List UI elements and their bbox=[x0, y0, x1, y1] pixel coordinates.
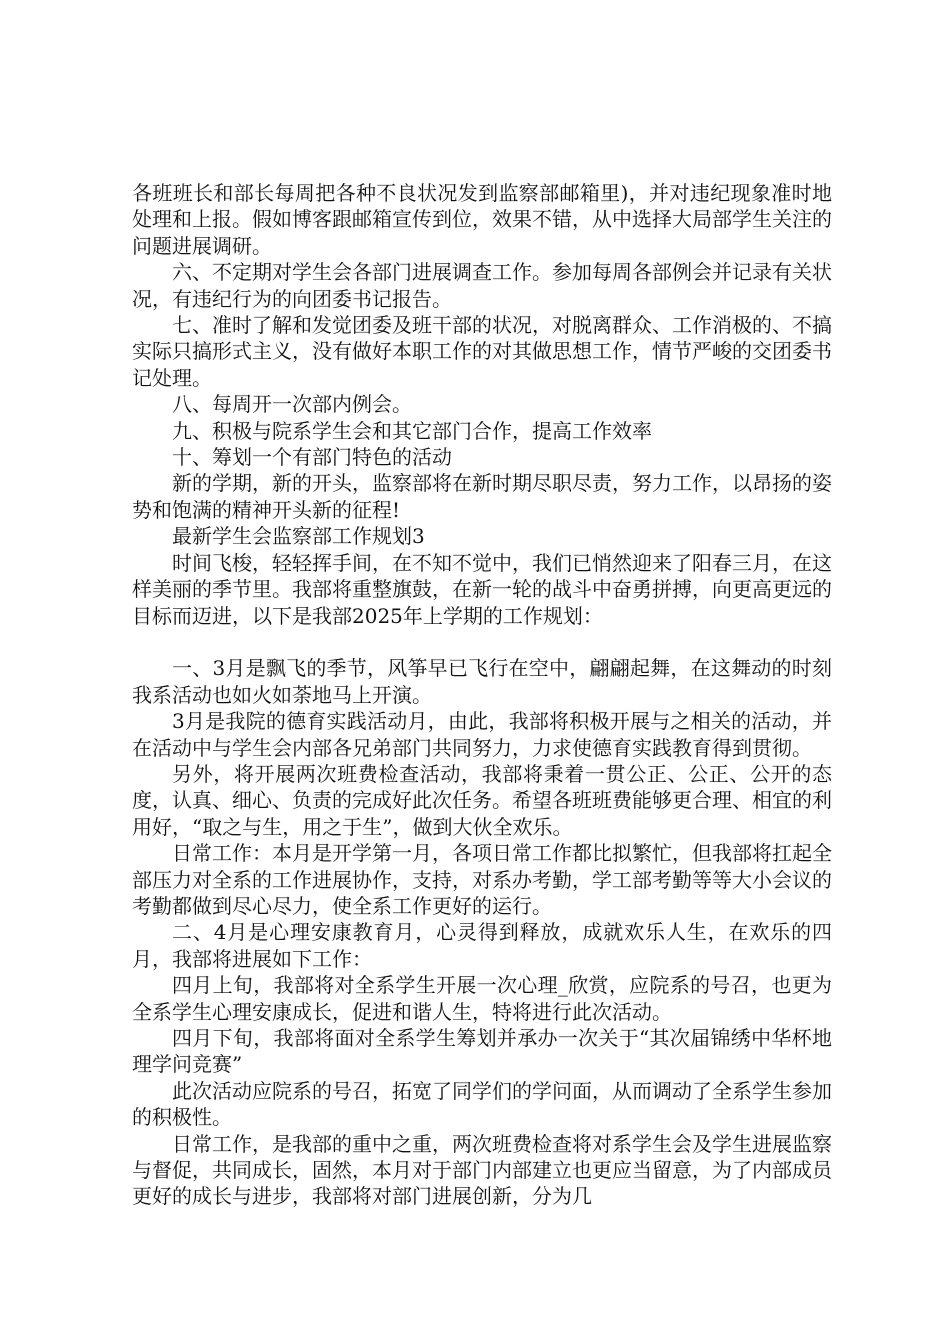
paragraph-item-6: 六、不定期对学生会各部门进展调查工作。参加每周各部例会并记录有关状况，有违纪行为的向团委书记报告。 bbox=[132, 260, 832, 311]
paragraph-item-9: 九、积极与院系学生会和其它部门合作，提高工作效率 bbox=[172, 418, 652, 443]
blank-line bbox=[132, 629, 832, 655]
paragraph-item-10: 十、筹划一个有部门特色的活动 bbox=[172, 445, 452, 470]
paragraph-class-fee: 另外，将开展两次班费检查活动，我部将秉着一贯公正、公正、公开的态度，认真、细心、负责的完成好此次任务。希望各班班费能够更合理、相宜的利用好，“取之与生，用之于生”，做到大伙全欢乐。 bbox=[132, 761, 832, 839]
paragraph-activity-purpose: 此次活动应院系的号召，拓宽了同学们的学问面，从而调动了全系学生参加的积极性。 bbox=[132, 1078, 832, 1130]
paragraph-april-early: 四月上旬，我部将对全系学生开展一次心理_欣赏，应院系的号召，也更为全系学生心理安康成长，促进和谐人生，特将进行此次活动。 bbox=[132, 973, 832, 1024]
paragraph-daily-work-april: 日常工作，是我部的重中之重，两次班费检查将对系学生会及学生进展监察与督促，共同成长，固然，本月对于部门内部建立也更应当留意，为了内部成员更好的成长与进步，我部将对部门进展创新，分为几 bbox=[132, 1131, 832, 1209]
paragraph-item-7: 七、准时了解和发觉团委及班干部的状况，对脱离群众、工作消极的、不搞实际只搞形式主义，没有做好本职工作的对其做思想工作，情节严峻的交团委书记处理。 bbox=[132, 313, 832, 390]
paragraph-closing: 新的学期，新的开头，监察部将在新时期尽职尽责，努力工作，以昂扬的姿势和饱满的精神开头新的征程! bbox=[132, 471, 832, 522]
paragraph-moral-education: 3月是我院的德育实践活动月，由此，我部将积极开展与之相关的活动，并在活动中与学生会内部各兄弟部门共同努力，力求使德育实践教育得到贯彻。 bbox=[132, 709, 832, 760]
paragraph-item-8: 八、每周开一次部内例会。 bbox=[172, 392, 412, 417]
paragraph-daily-work-march: 日常工作：本月是开学第一月，各项日常工作都比拟繁忙，但我部将扛起全部压力对全系的工作进展协作，支持，对系办考勤，学工部考勤等等大小会议的考勤都做到尽心尽力，使全系工作更好的运行。 bbox=[132, 841, 832, 918]
section-title: 最新学生会监察部工作规划3 bbox=[172, 524, 425, 549]
paragraph-march: 一、3月是飘飞的季节，风筝早已飞行在空中，翩翩起舞，在这舞动的时刻我系活动也如火如荼地马上开演。 bbox=[132, 656, 832, 707]
paragraph-april-late: 四月下旬，我部将面对全系学生筹划并承办一次关于“其次届锦绣中华杯地理学问竞赛” bbox=[132, 1025, 832, 1077]
paragraph-intro: 时间飞梭，轻轻挥手间，在不知不觉中，我们已悄然迎来了阳春三月，在这样美丽的季节里。我部将重整旗鼓，在新一轮的战斗中奋勇拼搏，向更高更远的目标而迈进，以下是我部2025年上学期的工作规划： bbox=[132, 550, 832, 628]
document-body bbox=[132, 180, 832, 1210]
paragraph-continuation: 各班班长和部长每周把各种不良状况发到监察部邮箱里)，并对违纪现象准时地处理和上报。假如博客跟邮箱宣传到位，效果不错，从中选择大局部学生关注的问题进展调研。 bbox=[132, 181, 832, 258]
paragraph-april: 二、4月是心理安康教育月，心灵得到释放，成就欢乐人生，在欢乐的四月，我部将进展如下工作： bbox=[132, 920, 832, 971]
